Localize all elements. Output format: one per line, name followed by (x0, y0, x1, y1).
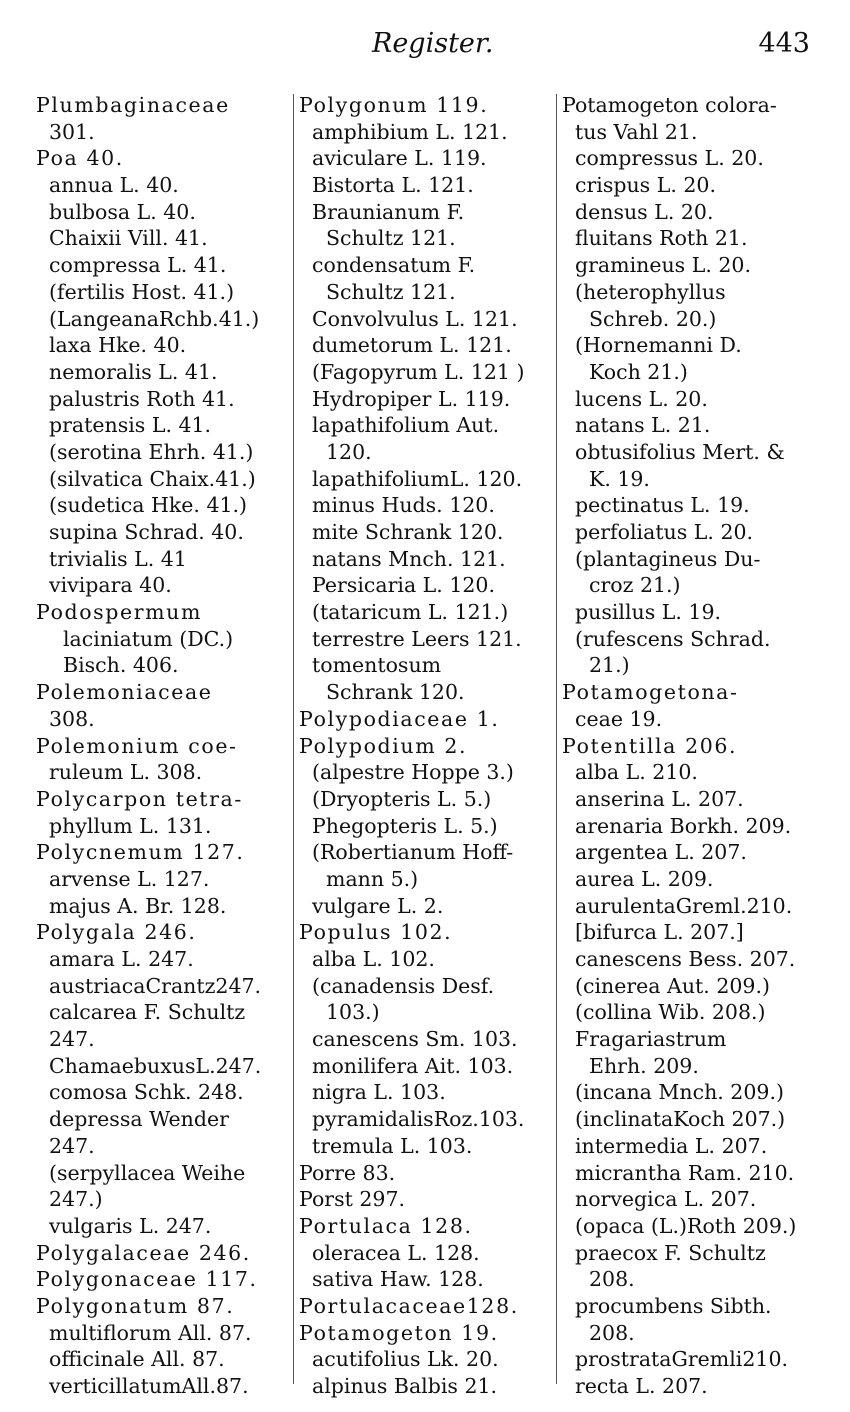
index-entry: Potamogeton colora- (562, 93, 777, 117)
index-entry: Polygala 246. (36, 920, 197, 945)
index-entry: condensatum F. (312, 253, 476, 278)
index-entry: (incana Mnch. 209.) (575, 1080, 784, 1105)
index-entry: ceae 19. (575, 706, 663, 731)
index-entry: vulgaris L. 247. (49, 1213, 212, 1238)
index-entry: 247.) (49, 1187, 103, 1212)
index-entry: arenaria Borkh. 209. (575, 813, 792, 838)
index-entry: calcarea F. Schultz (49, 1000, 246, 1025)
index-entry: natans L. 21. (575, 413, 711, 438)
index-entry: Polygalaceae 246. (36, 1240, 251, 1265)
page-number: 443 (758, 28, 810, 59)
index-entry: Potentilla 206. (562, 733, 738, 758)
index-entry: lucens L. 20. (575, 386, 708, 411)
index-entry: (serpyllacea Weihe (49, 1160, 246, 1185)
index-entry: croz 21.) (589, 573, 681, 598)
index-column-3 (562, 92, 822, 1400)
index-entry: Polemoniaceae (36, 680, 213, 705)
index-entry: majus A. Br. 128. (49, 893, 227, 918)
index-entry: nigra L. 103. (312, 1080, 446, 1105)
index-entry: compressus L. 20. (575, 146, 764, 171)
index-entry: palustris Roth 41. (49, 386, 235, 411)
index-entry: [bifurca L. 207.] (575, 920, 744, 945)
index-entry: ruleum L. 308. (49, 760, 203, 785)
index-entry: Schrank 120. (326, 680, 465, 705)
index-entry: Plumbaginaceae (36, 93, 230, 117)
index-entry: Polypodiaceae 1. (299, 706, 500, 731)
index-entry: (plantagineus Du- (575, 546, 761, 571)
index-entry: Phegopteris L. 5.) (312, 813, 498, 838)
index-entry: (tataricum L. 121.) (312, 600, 509, 625)
index-entry: vulgare L. 2. (312, 893, 444, 918)
index-entry: Polygonaceae 117. (36, 1267, 258, 1292)
index-entry: annua L. 40. (49, 173, 179, 198)
index-entry: 21.) (589, 653, 630, 678)
index-entry: Bistorta L. 121. (312, 173, 474, 198)
index-entry: aurea L. 209. (575, 866, 714, 891)
index-entry: intermedia L. 207. (575, 1133, 768, 1158)
index-entry: multiflorum All. 87. (49, 1320, 252, 1345)
index-entry: anserina L. 207. (575, 786, 744, 811)
index-entry: gramineus L. 20. (575, 253, 751, 278)
index-entry: (Hornemanni D. (575, 333, 742, 358)
index-entry: pusillus L. 19. (575, 600, 722, 625)
index-entry: laciniatum (DC.) (63, 626, 234, 651)
index-entry: bulbosa L. 40. (49, 199, 196, 224)
index-entry: 308. (49, 706, 95, 731)
index-entry: Braunianum F. (312, 199, 465, 224)
index-entry: mann 5.) (326, 866, 419, 891)
index-entry: lapathifolium Aut. (312, 413, 500, 438)
index-entry: supina Schrad. 40. (49, 520, 244, 544)
index-entry: Polygonatum 87. (36, 1293, 235, 1318)
page-header (0, 28, 850, 68)
index-entry: alpinus Balbis 21. (312, 1374, 498, 1398)
index-entry: Polygonum 119. (299, 93, 489, 117)
index-entry: Schreb. 20.) (589, 306, 717, 331)
column-divider (556, 94, 557, 1384)
index-entry: ChamaebuxusL.247. (49, 1053, 262, 1078)
index-entry: (LangeanaRchb.41.) (49, 306, 260, 331)
index-entry: Polemonium coe- (36, 733, 238, 758)
index-column-2 (299, 92, 553, 1400)
index-entry: phyllum L. 131. (49, 813, 212, 838)
index-entry: 103.) (326, 1000, 380, 1025)
index-entry: micrantha Ram. 210. (575, 1160, 795, 1185)
index-entry: pyramidalisRoz.103. (312, 1107, 525, 1132)
index-entry: 120. (326, 439, 372, 464)
index-entry: vivipara 40. (49, 573, 172, 598)
index-entry: amara L. 247. (49, 947, 194, 971)
index-entry: fluitans Roth 21. (575, 226, 748, 251)
index-entry: (inclinataKoch 207.) (575, 1107, 786, 1132)
index-entry: procumbens Sibth. (575, 1293, 772, 1318)
index-entry: aviculare L. 119. (312, 146, 487, 171)
index-entry: Poa 40. (36, 146, 124, 171)
index-entry: (heterophyllus (575, 279, 726, 304)
index-entry: arvense L. 127. (49, 866, 210, 891)
index-entry: pratensis L. 41. (49, 413, 212, 438)
index-entry: aurulentaGreml.210. (575, 893, 793, 918)
index-entry: Potamogeton 19. (299, 1320, 499, 1345)
index-entry: Fragariastrum (575, 1027, 727, 1052)
index-entry: lapathifoliumL. 120. (312, 466, 523, 491)
index-entry: alba L. 210. (575, 760, 698, 785)
index-entry: nemoralis L. 41. (49, 359, 218, 384)
index-entry: (fertilis Host. 41.) (49, 279, 235, 304)
index-entry: 301. (49, 119, 95, 144)
index-entry: canescens Sm. 103. (312, 1027, 518, 1052)
index-entry: tus Vahl 21. (575, 119, 698, 144)
index-entry: (serotina Ehrh. 41.) (49, 439, 254, 464)
index-entry: minus Huds. 120. (312, 493, 495, 518)
index-entry: mite Schrank 120. (312, 520, 504, 544)
index-entry: alba L. 102. (312, 947, 435, 971)
index-entry: pectinatus L. 19. (575, 493, 750, 518)
index-entry: canescens Bess. 207. (575, 947, 796, 971)
index-entry: (alpestre Hoppe 3.) (312, 760, 514, 785)
index-entry: oleracea L. 128. (312, 1240, 480, 1265)
index-entry: crispus L. 20. (575, 173, 716, 198)
index-entry: Ehrh. 209. (589, 1053, 699, 1078)
index-entry: (cinerea Aut. 209.) (575, 973, 770, 998)
index-entry: Polycarpon tetra- (36, 786, 243, 811)
index-entry: dumetorum L. 121. (312, 333, 512, 358)
index-entry: natans Mnch. 121. (312, 546, 506, 571)
index-entry: norvegica L. 207. (575, 1187, 757, 1212)
index-entry: austriacaCrantz247. (49, 973, 262, 998)
index-entry: 208. (589, 1320, 635, 1345)
index-entry: verticillatumAll.87. (49, 1374, 249, 1398)
column-divider (293, 94, 294, 1384)
index-entry: Convolvulus L. 121. (312, 306, 518, 331)
index-entry: (canadensis Desf. (312, 973, 495, 998)
index-entry: (rufescens Schrad. (575, 626, 771, 651)
index-entry: comosa Schk. 248. (49, 1080, 244, 1105)
index-entry: Koch 21.) (589, 359, 688, 384)
index-entry: terrestre Leers 121. (312, 626, 522, 651)
index-entry: Potamogetona- (562, 680, 739, 705)
index-entry: tomentosum (312, 653, 442, 678)
index-entry: K. 19. (589, 466, 650, 491)
index-entry: Portulaca 128. (299, 1213, 473, 1238)
index-entry: depressa Wender (49, 1107, 229, 1132)
index-entry: (collina Wib. 208.) (575, 1000, 766, 1025)
index-entry: Portulacaceae128. (299, 1293, 519, 1318)
index-entry: Hydropiper L. 119. (312, 386, 511, 411)
index-entry: perfoliatus L. 20. (575, 520, 754, 544)
index-entry: prostrataGremli210. (575, 1347, 789, 1372)
index-entry: (Fagopyrum L. 121 ) (312, 359, 525, 384)
index-column-1 (36, 92, 290, 1400)
index-entry: 247. (49, 1027, 95, 1052)
index-entry: densus L. 20. (575, 199, 714, 224)
index-entry: (opaca (L.)Roth 209.) (575, 1213, 797, 1238)
index-entry: praecox F. Schultz (575, 1240, 766, 1265)
index-entry: (silvatica Chaix.41.) (49, 466, 256, 491)
index-entry: recta L. 207. (575, 1374, 708, 1398)
index-entry: trivialis L. 41 (49, 546, 187, 571)
index-entry: tremula L. 103. (312, 1133, 473, 1158)
index-entry: Polypodium 2. (299, 733, 468, 758)
index-entry: (sudetica Hke. 41.) (49, 493, 248, 518)
index-entry: Bisch. 406. (63, 653, 179, 678)
index-entry: Persicaria L. 120. (312, 573, 495, 598)
index-entry: Polycnemum 127. (36, 840, 245, 865)
index-entry: Schultz 121. (326, 226, 456, 251)
index-entry: Porst 297. (299, 1187, 406, 1212)
index-entry: obtusifolius Mert. & (575, 439, 785, 464)
index-entry: (Dryopteris L. 5.) (312, 786, 492, 811)
index-entry: (Robertianum Hoff- (312, 840, 514, 865)
index-entry: argentea L. 207. (575, 840, 747, 865)
index-entry: amphibium L. 121. (312, 119, 508, 144)
index-entry: monilifera Ait. 103. (312, 1053, 514, 1078)
index-entry: Podospermum (36, 600, 203, 625)
index-entry: Porre 83. (299, 1160, 396, 1185)
index-entry: 208. (589, 1267, 635, 1292)
index-entry: acutifolius Lk. 20. (312, 1347, 499, 1372)
index-entry: Populus 102. (299, 920, 453, 945)
index-entry: officinale All. 87. (49, 1347, 225, 1372)
index-entry: compressa L. 41. (49, 253, 227, 278)
index-entry: 247. (49, 1133, 95, 1158)
index-entry: laxa Hke. 40. (49, 333, 187, 358)
index-entry: Schultz 121. (326, 279, 456, 304)
running-title: Register. (372, 28, 494, 59)
index-entry: Chaixii Vill. 41. (49, 226, 208, 251)
index-entry: sativa Haw. 128. (312, 1267, 484, 1292)
